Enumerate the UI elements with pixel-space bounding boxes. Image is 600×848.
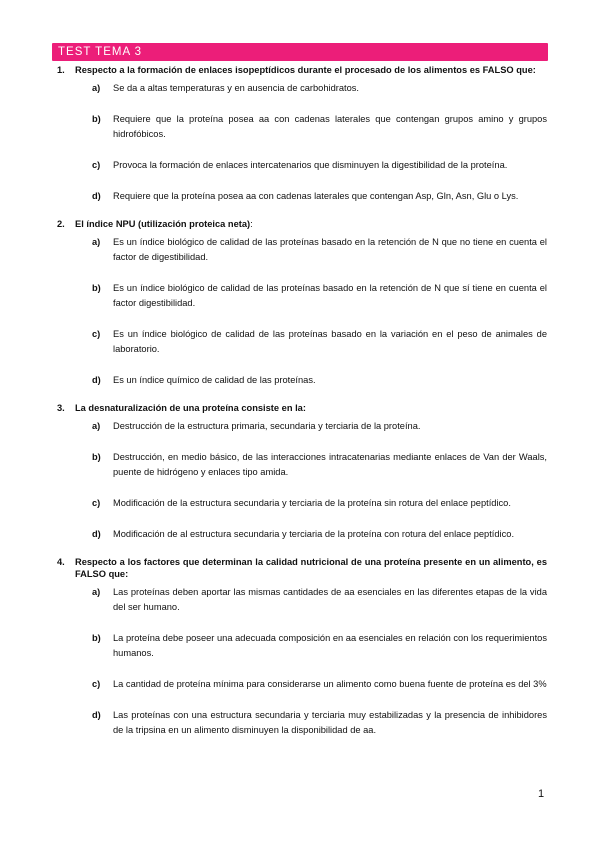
question-prompt: La desnaturalización de una proteína consiste en la: bbox=[75, 403, 306, 413]
page-number: 1 bbox=[538, 788, 545, 800]
option-b bbox=[92, 450, 547, 480]
question-4 bbox=[57, 556, 547, 738]
question-prompt bbox=[75, 218, 547, 230]
option-letter: d) bbox=[92, 191, 101, 201]
option-d bbox=[92, 527, 547, 542]
option-text: Requiere que la proteína posea aa con cadenas laterales que contengan Asp, Gln, Asn, Glu o Lys. bbox=[113, 191, 519, 201]
question-prompt: Respecto a los factores que determinan la calidad nutricional de una proteína presente en un alimento, es FALSO que: bbox=[75, 557, 547, 579]
option-letter: c) bbox=[92, 679, 101, 689]
question-3 bbox=[57, 402, 547, 542]
option-letter: c) bbox=[92, 160, 101, 170]
question-number: 1. bbox=[57, 65, 65, 75]
option-text: La proteína debe poseer una adecuada composición en aa esenciales en relación con los requerimientos humanos. bbox=[113, 633, 547, 658]
page-title: TEST TEMA 3 bbox=[58, 46, 143, 58]
option-b bbox=[92, 112, 547, 142]
option-letter: a) bbox=[92, 421, 101, 431]
option-text: Destrucción de la estructura primaria, secundaria y terciaria de la proteína. bbox=[113, 421, 421, 431]
option-d bbox=[92, 373, 547, 388]
option-text: Se da a altas temperaturas y en ausencia de carbohidratos. bbox=[113, 83, 359, 93]
option-text: Destrucción, en medio básico, de las interacciones intracatenarias mediante enlaces de Van der Waals, puente de hidrógeno y enlaces tipo amida. bbox=[113, 452, 547, 477]
option-c bbox=[92, 677, 547, 692]
question-header bbox=[57, 402, 547, 414]
option-d bbox=[92, 189, 547, 204]
question-2 bbox=[57, 218, 547, 388]
option-text: Modificación de la estructura secundaria y terciaria de la proteína sin rotura del enlace peptídico. bbox=[113, 498, 511, 508]
option-letter: b) bbox=[92, 633, 101, 643]
option-text: Requiere que la proteína posea aa con cadenas laterales que contengan grupos amino y grupos hidrofóbicos. bbox=[113, 114, 547, 139]
option-text: Las proteínas con una estructura secundaria y terciaria muy estabilizadas y la presencia de inhibidores de la tripsina en un alimento disminuyen la disponibilidad de aa. bbox=[113, 710, 547, 735]
option-letter: c) bbox=[92, 329, 101, 339]
option-d bbox=[92, 708, 547, 738]
option-text: Es un índice biológico de calidad de las proteínas basado en la retención de N que no tiene en cuenta el factor de digestibilidad. bbox=[113, 237, 547, 262]
question-prompt-bold: El índice NPU (utilización proteica neta) bbox=[75, 219, 251, 229]
option-text: Es un índice químico de calidad de las proteínas. bbox=[113, 375, 316, 385]
option-letter: a) bbox=[92, 237, 101, 247]
question-list bbox=[57, 64, 547, 752]
option-a bbox=[92, 585, 547, 615]
option-a bbox=[92, 235, 547, 265]
option-text: Modificación de al estructura secundaria y terciaria de la proteína con rotura del enlace peptídico. bbox=[113, 529, 515, 539]
question-prompt-suffix: : bbox=[250, 219, 253, 229]
option-text: Las proteínas deben aportar las mismas cantidades de aa esenciales en las diferentes etapas de la vida del ser humano. bbox=[113, 587, 547, 612]
question-number: 4. bbox=[57, 557, 65, 567]
option-letter: d) bbox=[92, 375, 101, 385]
header-bar bbox=[52, 43, 548, 61]
option-c bbox=[92, 158, 547, 173]
question-prompt: Respecto a la formación de enlaces isopeptídicos durante el procesado de los alimentos es FALSO que: bbox=[75, 65, 536, 75]
option-c bbox=[92, 327, 547, 357]
option-letter: d) bbox=[92, 529, 101, 539]
option-text: La cantidad de proteína mínima para considerarse un alimento como buena fuente de proteína es del 3% bbox=[113, 679, 547, 689]
question-header bbox=[57, 556, 547, 580]
option-b bbox=[92, 631, 547, 661]
option-text: Es un índice biológico de calidad de las proteínas basado en la retención de N que sí tiene en cuenta el factor digestibilidad. bbox=[113, 283, 547, 308]
option-letter: b) bbox=[92, 452, 101, 462]
option-letter: b) bbox=[92, 283, 101, 293]
option-text: Provoca la formación de enlaces intercatenarios que disminuyen la digestibilidad de la proteína. bbox=[113, 160, 508, 170]
question-1 bbox=[57, 64, 547, 204]
option-a bbox=[92, 419, 547, 434]
question-number: 2. bbox=[57, 219, 65, 229]
option-letter: b) bbox=[92, 114, 101, 124]
option-c bbox=[92, 496, 547, 511]
question-number: 3. bbox=[57, 403, 65, 413]
option-letter: a) bbox=[92, 587, 101, 597]
option-letter: a) bbox=[92, 83, 101, 93]
question-header bbox=[57, 218, 547, 230]
option-letter: d) bbox=[92, 710, 101, 720]
option-a bbox=[92, 81, 547, 96]
question-header bbox=[57, 64, 547, 76]
option-letter: c) bbox=[92, 498, 101, 508]
option-text: Es un índice biológico de calidad de las proteínas basado en la variación en el peso de animales de laboratorio. bbox=[113, 329, 547, 354]
option-b bbox=[92, 281, 547, 311]
